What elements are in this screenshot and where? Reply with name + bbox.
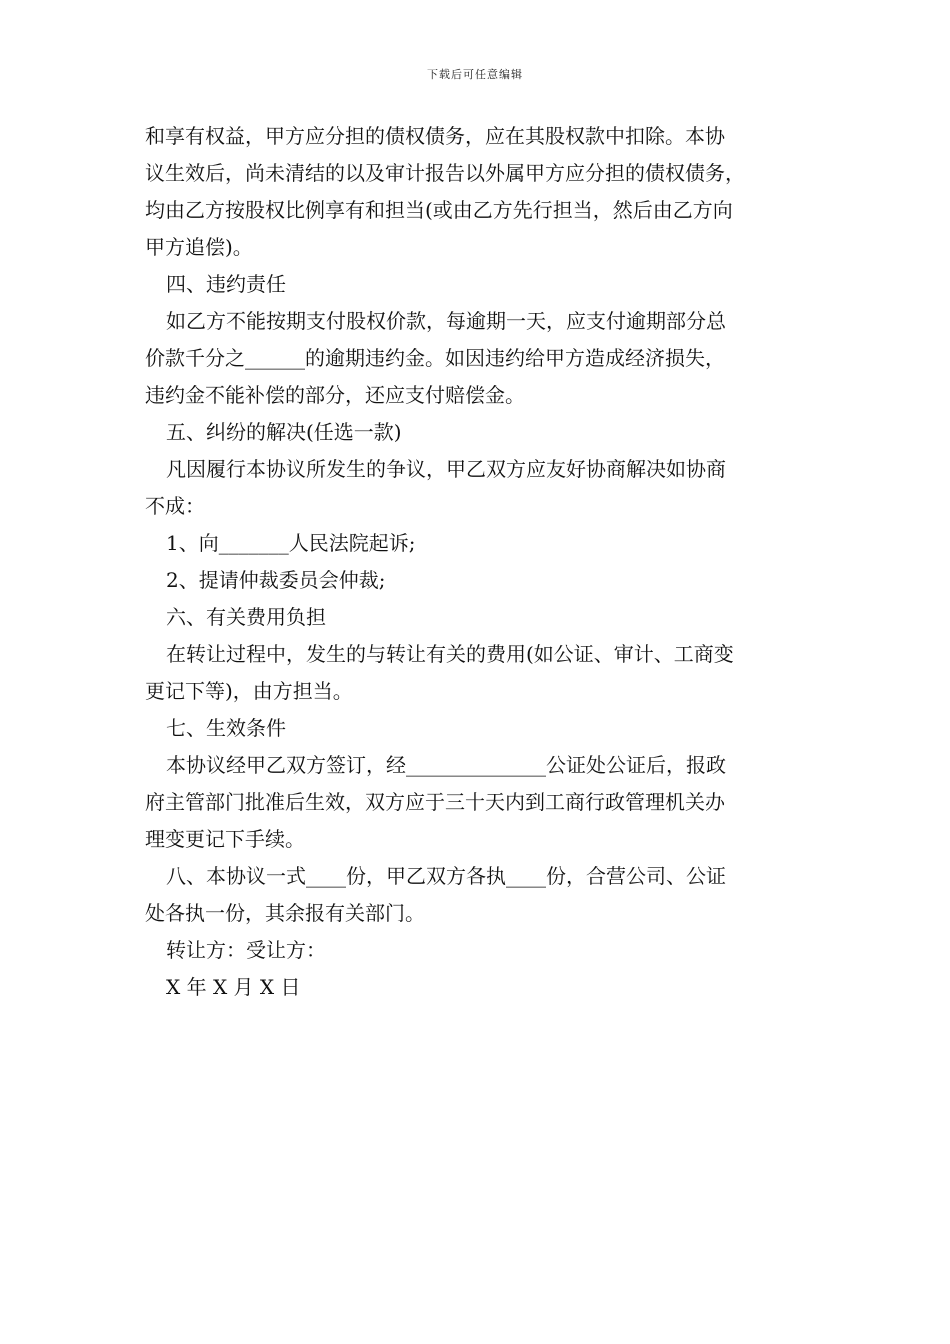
section-heading-breach: 四、违约责任: [166, 272, 286, 296]
paragraph-line: 甲方追偿)。: [145, 235, 253, 259]
signature-date: X 年 X 月 X 日: [166, 975, 301, 999]
section-heading-effect: 七、生效条件: [166, 716, 286, 740]
paragraph-line: 理变更记下手续。: [145, 827, 305, 851]
paragraph-line: 处各执一份，其余报有关部门。: [145, 901, 425, 925]
paragraph-line: 府主管部门批准后生效，双方应于三十天内到工商行政管理机关办: [145, 790, 725, 814]
paragraph-line: 如乙方不能按期支付股权价款，每逾期一天，应支付逾期部分总: [166, 309, 726, 333]
paragraph-line: 凡因履行本协议所发生的争议，甲乙双方应友好协商解决如协商: [166, 457, 726, 481]
paragraph-line: 不成：: [145, 494, 205, 518]
section-heading-fees: 六、有关费用负担: [166, 605, 326, 629]
paragraph-line: 更记下等)，由方担当。: [145, 679, 353, 703]
paragraph-line: 违约金不能补偿的部分，还应支付赔偿金。: [145, 383, 525, 407]
paragraph-line: 八、本协议一式____份，甲乙双方各执____份，合营公司、公证: [166, 864, 726, 888]
list-item: 1、向_______人民法院起诉;: [166, 531, 416, 555]
paragraph-line: 在转让过程中，发生的与转让有关的费用(如公证、审计、工商变: [166, 642, 734, 666]
list-item: 2、提请仲裁委员会仲裁;: [166, 568, 386, 592]
section-heading-dispute: 五、纠纷的解决(任选一款): [166, 420, 402, 444]
paragraph-line: 和享有权益，甲方应分担的债权债务，应在其股权款中扣除。本协: [145, 124, 725, 148]
signature-parties: 转让方：受让方：: [166, 938, 326, 962]
paragraph-line: 均由乙方按股权比例享有和担当(或由乙方先行担当，然后由乙方向: [145, 198, 733, 222]
page-header: 下载后可任意编辑: [427, 68, 523, 81]
paragraph-line: 议生效后，尚未清结的以及审计报告以外属甲方应分担的债权债务，: [145, 161, 745, 185]
document-body: [145, 118, 815, 1006]
paragraph-line: 本协议经甲乙双方签订，经______________公证处公证后，报政: [166, 753, 726, 777]
paragraph-line: 价款千分之______的逾期违约金。如因违约给甲方造成经济损失，: [145, 346, 725, 370]
